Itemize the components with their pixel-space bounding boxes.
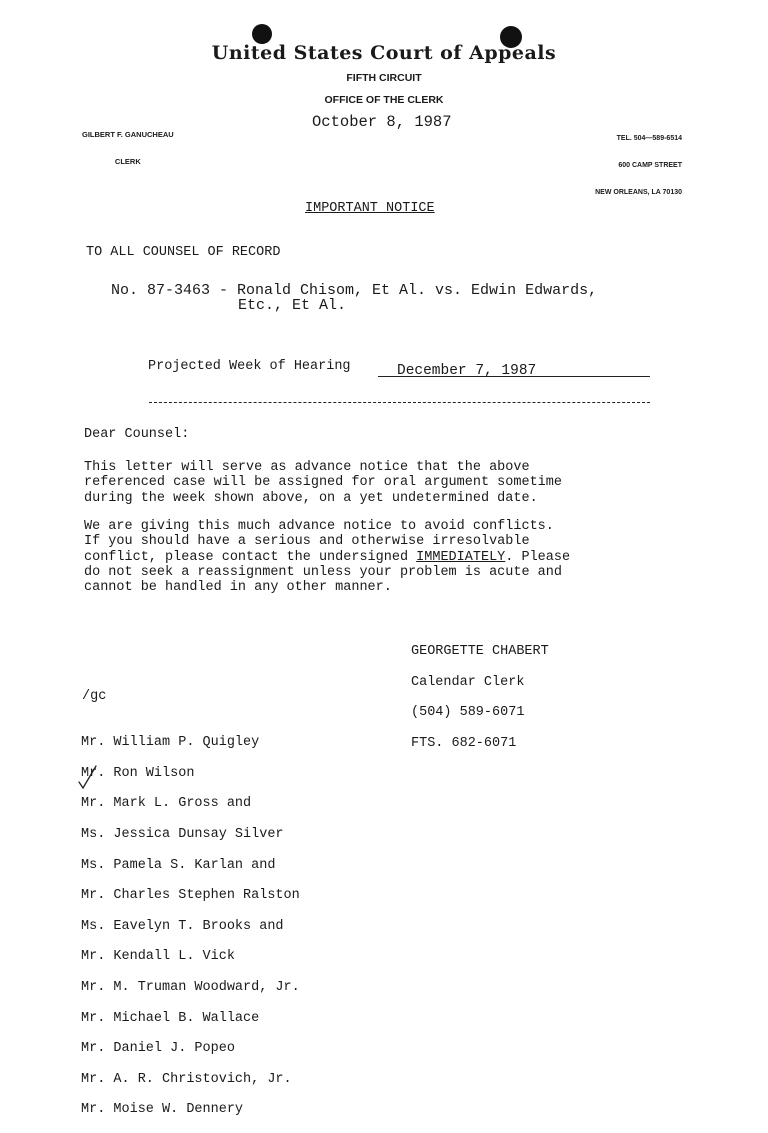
- list-item: Mr. Charles Stephen Ralston: [81, 888, 300, 904]
- signature-block: [411, 629, 549, 767]
- contact-street: 600 CAMP STREET: [618, 162, 682, 169]
- hearing-date: December 7, 1987: [397, 363, 537, 379]
- case-line-2: Etc., Et Al.: [238, 297, 347, 314]
- dashed-divider: [149, 402, 650, 403]
- list-item: Mr. Ron Wilson: [81, 765, 195, 781]
- list-item: Mr. Daniel J. Popeo: [81, 1041, 235, 1057]
- list-item: Mr. Kendall L. Vick: [81, 949, 235, 965]
- contact-block: [580, 116, 682, 206]
- contact-city: NEW ORLEANS, LA 70130: [595, 189, 682, 196]
- signature-title: Calendar Clerk: [411, 674, 525, 690]
- typist-initials: /gc: [82, 689, 107, 704]
- court-name: United States Court of Appeals: [211, 42, 557, 64]
- clerk-title: CLERK: [114, 157, 141, 166]
- signature-fts: FTS. 682-6071: [411, 736, 517, 752]
- list-item: Mr. A. R. Christovich, Jr.: [81, 1071, 292, 1087]
- contact-tel: TEL. 504—589-6514: [616, 135, 682, 142]
- list-item: Mr. M. Truman Woodward, Jr.: [81, 980, 300, 996]
- list-item: Mr. Moise W. Dennery: [81, 1102, 244, 1118]
- list-item: Mr. Michael B. Wallace: [81, 1010, 260, 1026]
- paragraph-2-start: We are giving this much advance notice to avoid conflicts. If you should have a serious and otherwise irresolvable conflict, please contact the undersigned: [84, 519, 554, 565]
- clerk-block: [82, 112, 174, 175]
- list-item: Mr. William P. Quigley: [81, 735, 260, 751]
- signature-phone: (504) 589-6071: [411, 705, 525, 721]
- recipient-line: TO ALL COUNSEL OF RECORD: [86, 245, 281, 260]
- list-item: Ms. Jessica Dunsay Silver: [81, 827, 284, 843]
- distribution-list: [81, 720, 300, 1133]
- hearing-label: Projected Week of Hearing: [148, 359, 351, 374]
- signature-name: GEORGETTE CHABERT: [411, 644, 549, 660]
- hearing-underline: [378, 376, 650, 377]
- salutation: Dear Counsel:: [84, 427, 190, 442]
- letterhead-ink-dot-left: [252, 24, 272, 44]
- list-item: Ms. Pamela S. Karlan and: [81, 857, 276, 873]
- letter-date: October 8, 1987: [312, 113, 452, 131]
- paragraph-2-end: . Please do not seek a reassignment unless your problem is acute and cannot be handled in any other manner.: [84, 549, 571, 596]
- case-line-1: No. 87-3463 - Ronald Chisom, Et Al. vs. Edwin Edwards,: [111, 282, 598, 299]
- circuit-name: FIFTH CIRCUIT: [346, 72, 422, 84]
- immediately-emphasis: IMMEDIATELY: [416, 549, 506, 565]
- office-name: OFFICE OF THE CLERK: [324, 94, 444, 106]
- list-item: Mr. Mark L. Gross and: [81, 796, 252, 812]
- paragraph-1: This letter will serve as advance notice that the above referenced case will be assigned for oral argument sometime during the week shown above, on a yet undetermined date.: [84, 460, 562, 506]
- notice-title: IMPORTANT NOTICE: [305, 201, 435, 216]
- handwritten-check-mark-icon: [78, 764, 98, 790]
- paragraph-2: [84, 519, 570, 595]
- list-item: Ms. Eavelyn T. Brooks and: [81, 918, 284, 934]
- clerk-name: GILBERT F. GANUCHEAU: [82, 130, 174, 139]
